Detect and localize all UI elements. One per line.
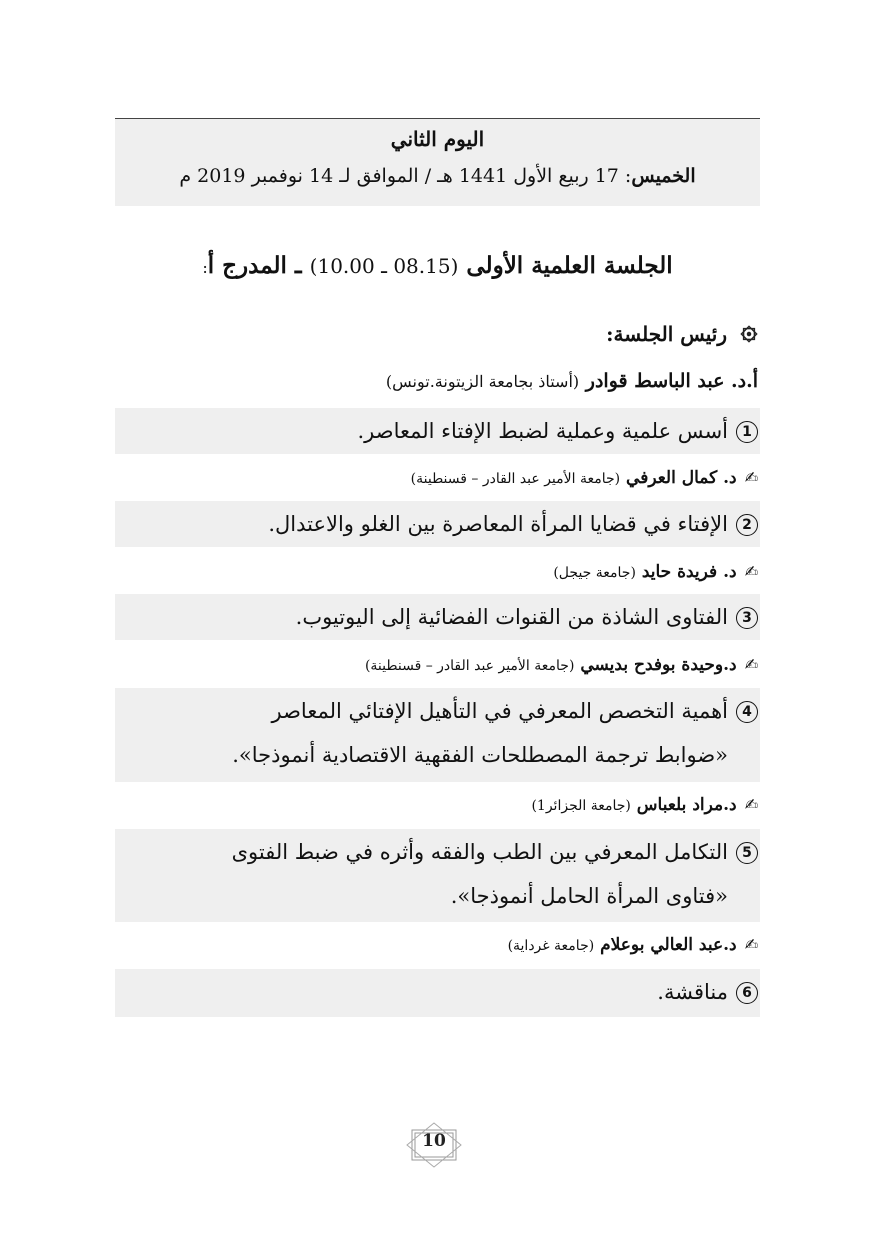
session-title: الجلسة العلمية الأولى bbox=[466, 252, 673, 279]
item-number: 6 bbox=[736, 982, 758, 1004]
speaker-row-1 bbox=[115, 462, 760, 496]
topic-title: مناقشة. bbox=[657, 980, 728, 1004]
speaker-affiliation: (جامعة الجزائر1) bbox=[531, 798, 631, 814]
speaker-name: د.عبد العالي بوعلام bbox=[600, 935, 737, 955]
topic-row-2 bbox=[115, 501, 760, 547]
topic-row-6 bbox=[115, 969, 760, 1017]
speaker-row-4 bbox=[115, 789, 760, 823]
topic-row-4 bbox=[115, 688, 760, 782]
chair-label-row bbox=[115, 322, 760, 354]
topic-title: أسس علمية وعملية لضبط الإفتاء المعاصر. bbox=[357, 419, 728, 443]
session-heading bbox=[115, 252, 760, 279]
item-number: 1 bbox=[736, 421, 758, 443]
item-number: 3 bbox=[736, 607, 758, 629]
topic-title: التكامل المعرفي بين الطب والفقه وأثره في ضبط الفتوى bbox=[231, 840, 728, 864]
topic-row-3 bbox=[115, 594, 760, 640]
item-number: 5 bbox=[736, 842, 758, 864]
chair-name-row bbox=[115, 370, 760, 402]
topic-row-1 bbox=[115, 408, 760, 454]
topic-title: الإفتاء في قضايا المرأة المعاصرة بين الغلو والاعتدال. bbox=[268, 512, 728, 536]
topic-title: الفتاوى الشاذة من القنوات الفضائية إلى اليوتيوب. bbox=[295, 605, 728, 629]
day-title: اليوم الثاني bbox=[390, 127, 485, 151]
topic-subtitle: «ضوابط ترجمة المصطلحات الفقهية الاقتصادية أنموذجا». bbox=[232, 743, 728, 767]
speaker-affiliation: (جامعة جيجل) bbox=[553, 565, 636, 581]
writing-hand-icon: ✍ bbox=[744, 562, 758, 581]
topic-row-5 bbox=[115, 829, 760, 922]
speaker-row-3 bbox=[115, 649, 760, 683]
day-header bbox=[115, 119, 760, 206]
writing-hand-icon: ✍ bbox=[744, 935, 758, 954]
speaker-affiliation: (جامعة غرداية) bbox=[507, 938, 595, 954]
session-hall: ـ المدرج أ bbox=[207, 252, 302, 279]
chair-name: أ.د. عبد الباسط قوادر bbox=[585, 370, 758, 392]
speaker-name: د. كمال العرفي bbox=[626, 468, 737, 488]
speaker-name: د. فريدة حايد bbox=[641, 562, 737, 582]
session-colon: : bbox=[202, 258, 208, 277]
speaker-name: د.وحيدة بوفدح بديسي bbox=[580, 655, 737, 675]
page-number: 10 bbox=[422, 1131, 446, 1151]
session-time: (08.15 ـ 10.00) bbox=[309, 254, 459, 278]
writing-hand-icon: ✍ bbox=[744, 655, 758, 674]
chair-label: رئيس الجلسة: bbox=[606, 322, 728, 346]
writing-hand-icon: ✍ bbox=[744, 795, 758, 814]
speaker-row-5 bbox=[115, 929, 760, 963]
date-line: الخميس: 17 ربيع الأول 1441 هـ / الموافق لـ 14 نوفمبر 2019 م bbox=[179, 165, 696, 187]
topic-title: أهمية التخصص المعرفي في التأهيل الإفتائي المعاصر bbox=[271, 699, 728, 723]
topic-subtitle: «فتاوى المرأة الحامل أنموذجا». bbox=[450, 884, 728, 908]
speaker-affiliation: (جامعة الأمير عبد القادر – قسنطينة) bbox=[410, 471, 621, 487]
speaker-name: د.مراد بلعباس bbox=[636, 795, 737, 815]
speaker-row-2 bbox=[115, 556, 760, 590]
chair-affiliation: (أستاذ بجامعة الزيتونة.تونس) bbox=[385, 372, 580, 391]
item-number: 4 bbox=[736, 701, 758, 723]
item-number: 2 bbox=[736, 514, 758, 536]
weekday: الخميس bbox=[631, 165, 696, 187]
speaker-affiliation: (جامعة الأمير عبد القادر – قسنطينة) bbox=[364, 658, 575, 674]
ornament-star-icon bbox=[740, 325, 758, 343]
writing-hand-icon: ✍ bbox=[744, 468, 758, 487]
date-text: 17 ربيع الأول 1441 هـ / الموافق لـ 14 نوفمبر 2019 م bbox=[179, 165, 619, 187]
